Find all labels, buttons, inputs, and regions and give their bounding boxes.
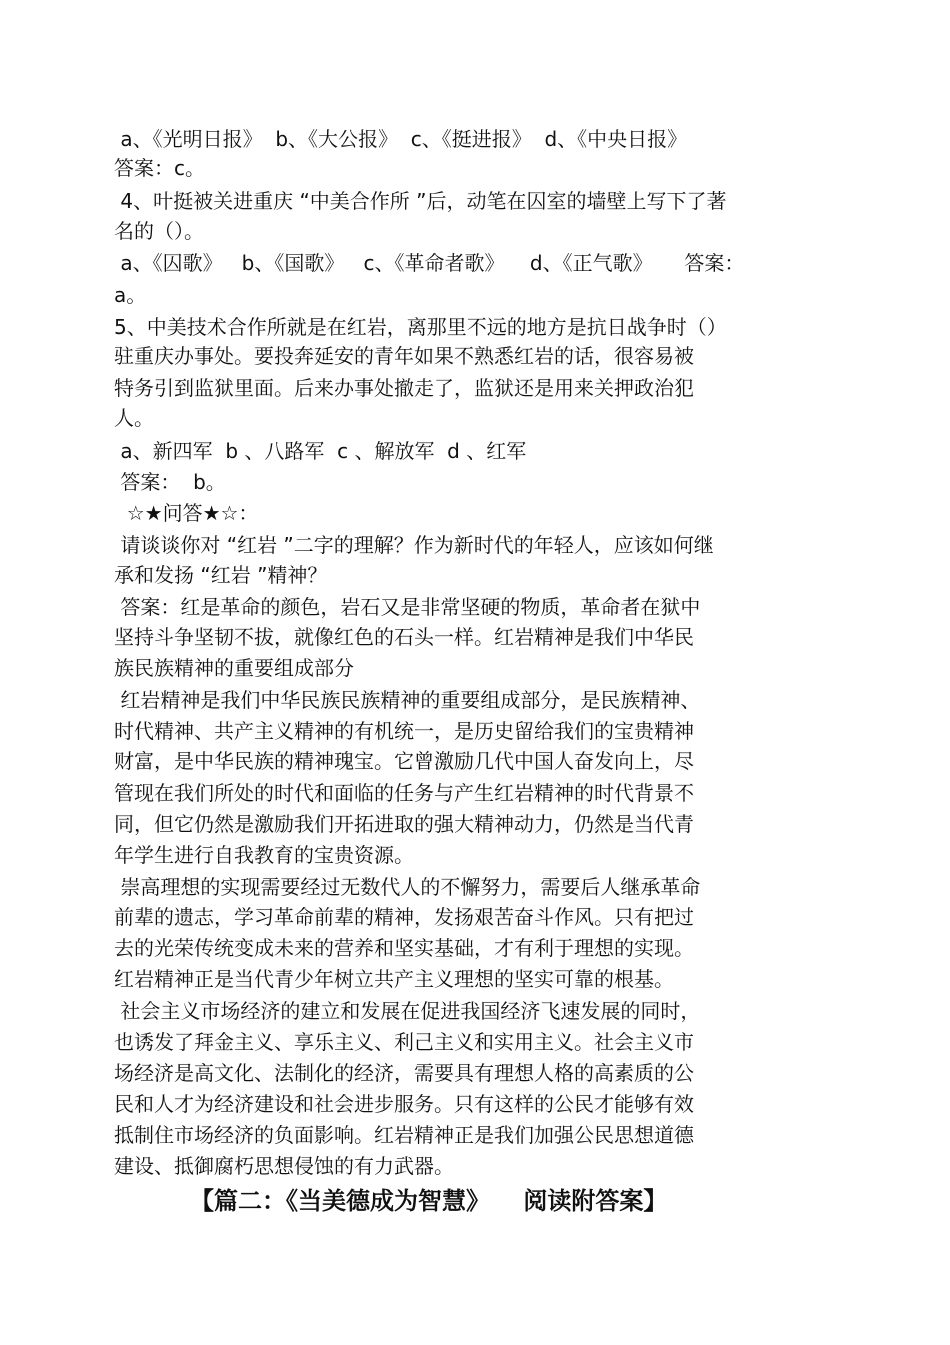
q3-answer: 答案：c。 (114, 156, 205, 180)
q4-question-line-1: 4、叶挺被关进重庆 “中美合作所 ”后，动笔在囚室的墙壁上写下了著 (114, 189, 727, 213)
q5-question-line-1: 5、中美技术合作所就是在红岩，离那里不远的地方是抗日战争时（） (114, 315, 727, 339)
paragraph-3-line-4: 民和人才为经济建设和社会进步服务。只有这样的公民才能够有效 (114, 1092, 694, 1116)
q5-answer: 答案： b。 (114, 470, 226, 494)
paragraph-1-line-1: 红岩精神是我们中华民族民族精神的重要组成部分，是民族精神、 (114, 688, 701, 712)
section-title: 【篇二：《当美德成为智慧》 阅读附答案】 (190, 1187, 668, 1215)
q3-options: a、《光明日报》 b、《大公报》 c、《挺进报》 d、《中央日报》 (114, 127, 688, 151)
q4-answer: a。 (114, 283, 147, 307)
q4-options: a、《囚歌》 b、《国歌》 c、《革命者歌》 d、《正气歌》 答案： (114, 251, 745, 275)
qa-answer-line-2: 坚持斗争坚韧不拔，就像红色的石头一样。红岩精神是我们中华民 (114, 625, 694, 649)
paragraph-1-line-4: 管现在我们所处的时代和面临的任务与产生红岩精神的时代背景不 (114, 781, 694, 805)
qa-answer-line-3: 族民族精神的重要组成部分 (114, 656, 354, 680)
paragraph-1-line-6: 年学生进行自我教育的宝贵资源。 (114, 843, 414, 867)
paragraph-3-line-5: 抵制住市场经济的负面影响。红岩精神正是我们加强公民思想道德 (114, 1123, 694, 1147)
q5-options: a、新四军 b 、八路军 c 、解放军 d 、红军 (114, 439, 527, 463)
paragraph-1-line-2: 时代精神、共产主义精神的有机统一，是历史留给我们的宝贵精神 (114, 719, 694, 743)
qa-question-line-1: 请谈谈你对 “红岩 ”二字的理解？作为新时代的年轻人，应该如何继 (114, 533, 714, 557)
paragraph-3-line-1: 社会主义市场经济的建立和发展在促进我国经济飞速发展的同时， (114, 999, 701, 1023)
paragraph-3-line-3: 场经济是高文化、法制化的经济，需要具有理想人格的高素质的公 (114, 1061, 694, 1085)
paragraph-1-line-5: 同，但它仍然是激励我们开拓进取的强大精神动力，仍然是当代青 (114, 812, 694, 836)
paragraph-2-line-4: 红岩精神正是当代青少年树立共产主义理想的坚实可靠的根基。 (114, 967, 674, 991)
q4-question-line-2: 名的（）。 (114, 219, 204, 243)
paragraph-1-line-3: 财富，是中华民族的精神瑰宝。它曾激励几代中国人奋发向上，尽 (114, 749, 694, 773)
paragraph-2-line-1: 崇高理想的实现需要经过无数代人的不懈努力，需要后人继承革命 (114, 875, 701, 899)
q5-question-line-3: 特务引到监狱里面。后来办事处撤走了，监狱还是用来关押政治犯 (114, 376, 694, 400)
qa-question-line-2: 承和发扬 “红岩 ”精神？ (114, 563, 328, 587)
q5-question-line-2: 驻重庆办事处。要投奔延安的青年如果不熟悉红岩的话，很容易被 (114, 344, 694, 368)
qa-answer-line-1: 答案：红是革命的颜色，岩石又是非常坚硬的物质，革命者在狱中 (114, 595, 701, 619)
q5-question-line-4: 人。 (114, 406, 154, 430)
paragraph-2-line-2: 前辈的遗志，学习革命前辈的精神，发扬艰苦奋斗作风。只有把过 (114, 905, 694, 929)
paragraph-3-line-6: 建设、抵御腐朽思想侵蚀的有力武器。 (114, 1154, 454, 1178)
qa-heading: ☆★问答★☆： (114, 501, 259, 525)
paragraph-3-line-2: 也诱发了拜金主义、享乐主义、利己主义和实用主义。社会主义市 (114, 1030, 694, 1054)
paragraph-2-line-3: 去的光荣传统变成未来的营养和坚实基础，才有利于理想的实现。 (114, 936, 694, 960)
